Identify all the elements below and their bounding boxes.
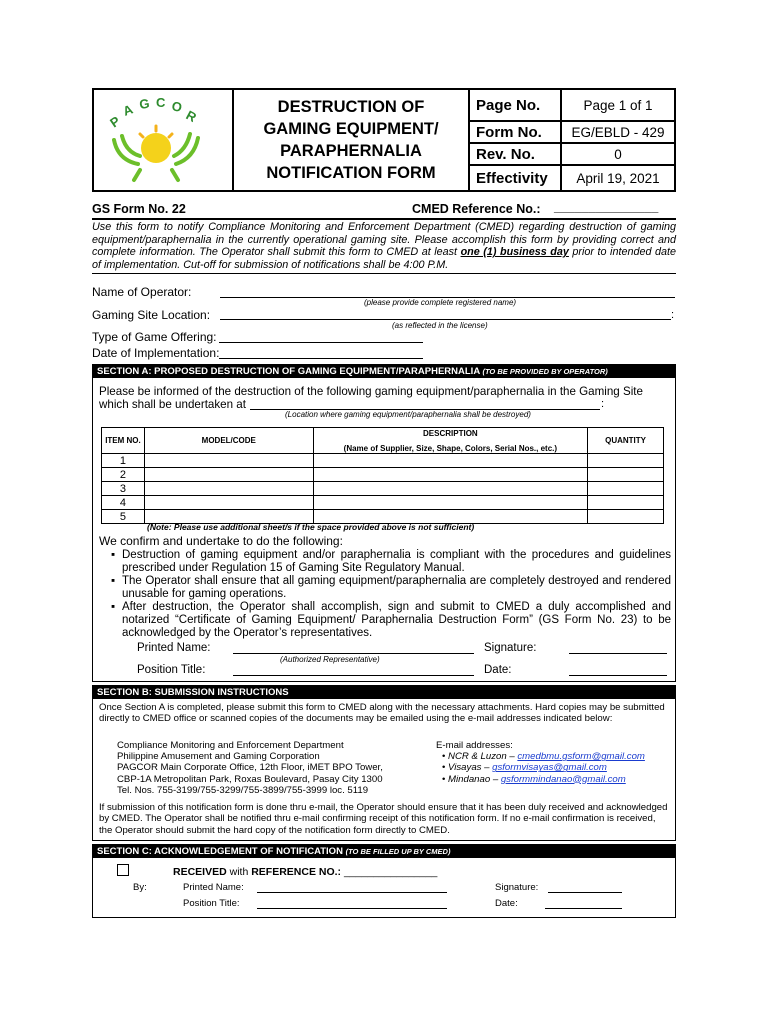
email-region: Visayas – (448, 762, 493, 774)
title-line-1: DESTRUCTION OF (277, 98, 425, 116)
address-line: CBP-1A Metropolitan Park, Roxas Boulevard, Pasay City 1300 (117, 773, 383, 785)
cmed-ref-field[interactable]: _______________ (554, 200, 659, 214)
inform-line-1: Please be informed of the destruction of the following gaming equipment/paraphernalia in the Gaming Site (99, 385, 643, 398)
game-label: Type of Game Offering: (92, 330, 217, 344)
item-no: 3 (102, 482, 145, 496)
model-cell[interactable] (144, 496, 313, 510)
page-no-label: Page No. (470, 90, 562, 120)
undertaking-1: Destruction of gaming equipment and/or paraphernalia is compliant with the procedures and guidelines prescribed under Regulation 15 of Gaming Site Regulatory Manual. (122, 549, 671, 574)
quantity-cell[interactable] (588, 510, 664, 524)
svg-text:A: A (120, 101, 135, 119)
email-region: NCR & Luzon – (448, 751, 518, 763)
quantity-cell[interactable] (588, 496, 664, 510)
address-line: PAGCOR Main Corporate Office, 12th Floor, iMET BPO Tower, (117, 762, 383, 774)
meta-row-form (470, 122, 674, 144)
gs-form-number: GS Form No. 22 (92, 202, 186, 216)
date-label: Date: (484, 664, 512, 676)
authorized-hint: (Authorized Representative) (280, 655, 380, 664)
by-label: By: (133, 882, 147, 893)
col-description (313, 428, 587, 454)
address-line: Tel. Nos. 755-3199/755-3299/755-3899/755-3999 loc. 5119 (117, 784, 369, 796)
undertaking-3: After destruction, the Operator shall accomplish, sign and submit to CMED a duly accomplished and notarized “Certificate of Gaming Equipment/ Paraphernalia Destruction Form” (GS Form No. 23) to be acknowledged by the Operator’s representatives. (122, 601, 671, 639)
item-no: 2 (102, 468, 145, 482)
ack-position-label: Position Title: (183, 898, 240, 909)
received-line (173, 866, 437, 878)
quantity-cell[interactable] (588, 482, 664, 496)
ack-position-field[interactable] (257, 908, 447, 909)
svg-text:G: G (138, 95, 151, 112)
pagcor-logo (94, 90, 234, 190)
form-no-label: Form No. (470, 122, 562, 142)
description-cell[interactable] (313, 468, 587, 482)
email-link-mindanao[interactable]: gsformmindanao@gmail.com (500, 773, 626, 785)
meta-row-page (470, 90, 674, 122)
bullet-icon: ▪ (111, 575, 116, 587)
col-desc-sub: (Name of Supplier, Size, Shape, Colors, Serial Nos., etc.) (343, 443, 558, 453)
email-link-visayas[interactable]: gsformvisayas@gmail.com (492, 762, 607, 774)
bullet-icon: ▪ (111, 601, 116, 613)
operator-hint: (please provide complete registered name) (364, 298, 517, 307)
ack-printed-name-label: Printed Name: (183, 882, 244, 893)
description-cell[interactable] (313, 496, 587, 510)
model-cell[interactable] (144, 454, 313, 468)
location-hint: (Location where gaming equipment/paraphernalia shall be destroyed) (285, 410, 531, 419)
reference-label: REFERENCE NO.: (251, 866, 342, 878)
intro-text-2: prior to intended date of implementation. Cut-off for submission of notifications shall be 4:00 P.M. (92, 246, 676, 271)
section-c-title (93, 845, 675, 858)
section-b (92, 685, 676, 841)
submission-instructions: Once Section A is completed, please submit this form to CMED along with the necessary attachments. Hard copies may be submitted directly to CMED office or scanned copies of the documents may be emailed using the e-mail addresses indicated below: (99, 702, 665, 725)
form-title (234, 90, 470, 190)
email-addresses (436, 740, 645, 785)
svg-text:O: O (170, 98, 184, 116)
bullet-icon: • (442, 762, 446, 774)
email-link-ncr[interactable]: cmedbmu.gsform@gmail.com (517, 751, 645, 763)
section-c (92, 844, 676, 918)
reference-field[interactable]: ________________ (341, 866, 438, 878)
title-line-4: NOTIFICATION FORM (266, 164, 436, 182)
ack-signature-field[interactable] (548, 892, 622, 893)
form-no-value: EG/EBLD - 429 (571, 124, 665, 140)
title-line-3: PARAPHERNALIA (280, 142, 422, 160)
cmed-ref-label: CMED Reference No.: (412, 202, 541, 216)
description-cell[interactable] (313, 454, 587, 468)
address-line: Compliance Monitoring and Enforcement Department (117, 740, 344, 751)
printed-name-field[interactable] (233, 653, 474, 654)
site-field[interactable] (220, 319, 671, 320)
col-desc-text: DESCRIPTION (423, 428, 478, 438)
intro-text-1: Use this form to notify Compliance Monitoring and Enforcement Department (CMED) regarding destruction of gaming equipment/paraphernalia in the currently operational gaming site. Please accomplish this form by providing correct and complete information. The Operator shall submit this form to CMED at least (92, 221, 676, 259)
ack-printed-name-field[interactable] (257, 892, 447, 893)
section-a-title (93, 365, 675, 378)
col-quantity (588, 428, 664, 454)
email-ncr (436, 751, 645, 762)
col-item-no-text: ITEM NO. (105, 436, 141, 445)
signature-field[interactable] (569, 653, 667, 654)
bullet-icon: • (442, 773, 446, 785)
svg-text:R: R (183, 107, 199, 126)
items-table (101, 427, 664, 524)
effectivity-value: April 19, 2021 (576, 170, 660, 186)
operator-label: Name of Operator: (92, 285, 192, 299)
undertaking-2: The Operator shall ensure that all gaming equipment/paraphernalia are completely destroyed and rendered unusable for gaming operations. (122, 575, 671, 600)
rev-no-label: Rev. No. (470, 144, 562, 164)
table-row (102, 468, 664, 482)
confirm-text: We confirm and undertake to do the following: (99, 534, 343, 548)
date-field[interactable] (569, 675, 667, 676)
form-meta-table (470, 90, 674, 190)
logo-cell (94, 90, 234, 190)
rev-no-value: 0 (614, 146, 622, 162)
description-cell[interactable] (313, 482, 587, 496)
email-label: E-mail addresses: (436, 740, 513, 751)
svg-text:C: C (156, 95, 166, 110)
section-c-title-text: SECTION C: ACKNOWLEDGEMENT OF NOTIFICATION (97, 846, 343, 857)
email-visayas (436, 762, 645, 773)
title-line-2: GAMING EQUIPMENT/ (263, 120, 439, 138)
item-no: 5 (102, 510, 145, 524)
address-line: Philippine Amusement and Gaming Corporation (117, 751, 320, 763)
bullet-icon: ▪ (111, 549, 116, 561)
with-text: with (226, 866, 252, 878)
meta-row-rev (470, 144, 674, 166)
position-title-field[interactable] (233, 675, 474, 676)
email-mindanao (436, 774, 645, 785)
position-title-label: Position Title: (137, 664, 206, 676)
ack-signature-label: Signature: (495, 882, 539, 893)
section-a (92, 364, 676, 682)
site-colon: : (671, 309, 675, 321)
received-checkbox[interactable] (117, 864, 129, 876)
intro-emphasis: one (1) business day (460, 246, 569, 259)
printed-name-label: Printed Name: (137, 642, 211, 654)
model-cell[interactable] (144, 482, 313, 496)
intro-paragraph (92, 221, 676, 271)
email-region: Mindanao – (448, 773, 501, 785)
received-label: RECEIVED (173, 866, 227, 878)
date-impl-label: Date of Implementation: (92, 346, 220, 360)
location-colon: : (601, 398, 605, 410)
effectivity-label: Effectivity (470, 166, 562, 190)
svg-text:P: P (107, 113, 123, 131)
col-model (144, 428, 313, 454)
meta-row-effectivity (470, 166, 674, 190)
game-field[interactable] (219, 342, 423, 343)
quantity-cell[interactable] (588, 468, 664, 482)
section-c-title-note: (TO BE FILLED UP BY CMED) (345, 847, 451, 856)
site-hint: (as reflected in the license) (392, 321, 488, 330)
ack-date-label: Date: (495, 898, 518, 909)
table-note: (Note: Please use additional sheet/s if the space provided above is not sufficient) (147, 522, 475, 532)
form-header (92, 88, 676, 192)
divider (92, 218, 676, 220)
table-row (102, 496, 664, 510)
inform-line-2: which shall be undertaken at (99, 398, 246, 411)
divider (92, 273, 676, 274)
col-item-no (102, 428, 145, 454)
ack-date-field[interactable] (545, 908, 622, 909)
col-quantity-text: QUANTITY (605, 436, 646, 445)
items-header-row (102, 428, 664, 454)
section-a-title-text: SECTION A: PROPOSED DESTRUCTION OF GAMING EQUIPMENT/PARAPHERNALIA (97, 366, 480, 377)
item-no: 4 (102, 496, 145, 510)
item-no: 1 (102, 454, 145, 468)
page-no-value: Page 1 of 1 (583, 97, 653, 113)
table-row (102, 482, 664, 496)
section-b-title: SECTION B: SUBMISSION INSTRUCTIONS (93, 686, 675, 699)
bullet-icon: • (442, 751, 446, 763)
model-cell[interactable] (144, 468, 313, 482)
table-row (102, 454, 664, 468)
signature-label: Signature: (484, 642, 537, 654)
site-label: Gaming Site Location: (92, 308, 211, 322)
email-instructions: If submission of this notification form is done thru e-mail, the Operator should ensure that it has been duly received and acknowledged by CMED. The Operator shall be notified thru e-mail confirming receipt of this notification form. If no e-mail confirmation is received, the Operator should submit the hard copy of the notification form directly to CMED. (99, 802, 668, 836)
quantity-cell[interactable] (588, 454, 664, 468)
col-model-text: MODEL/CODE (201, 436, 256, 445)
date-impl-field[interactable] (219, 358, 423, 359)
cmed-address (117, 740, 383, 796)
section-a-title-note: (TO BE PROVIDED BY OPERATOR) (482, 367, 608, 376)
